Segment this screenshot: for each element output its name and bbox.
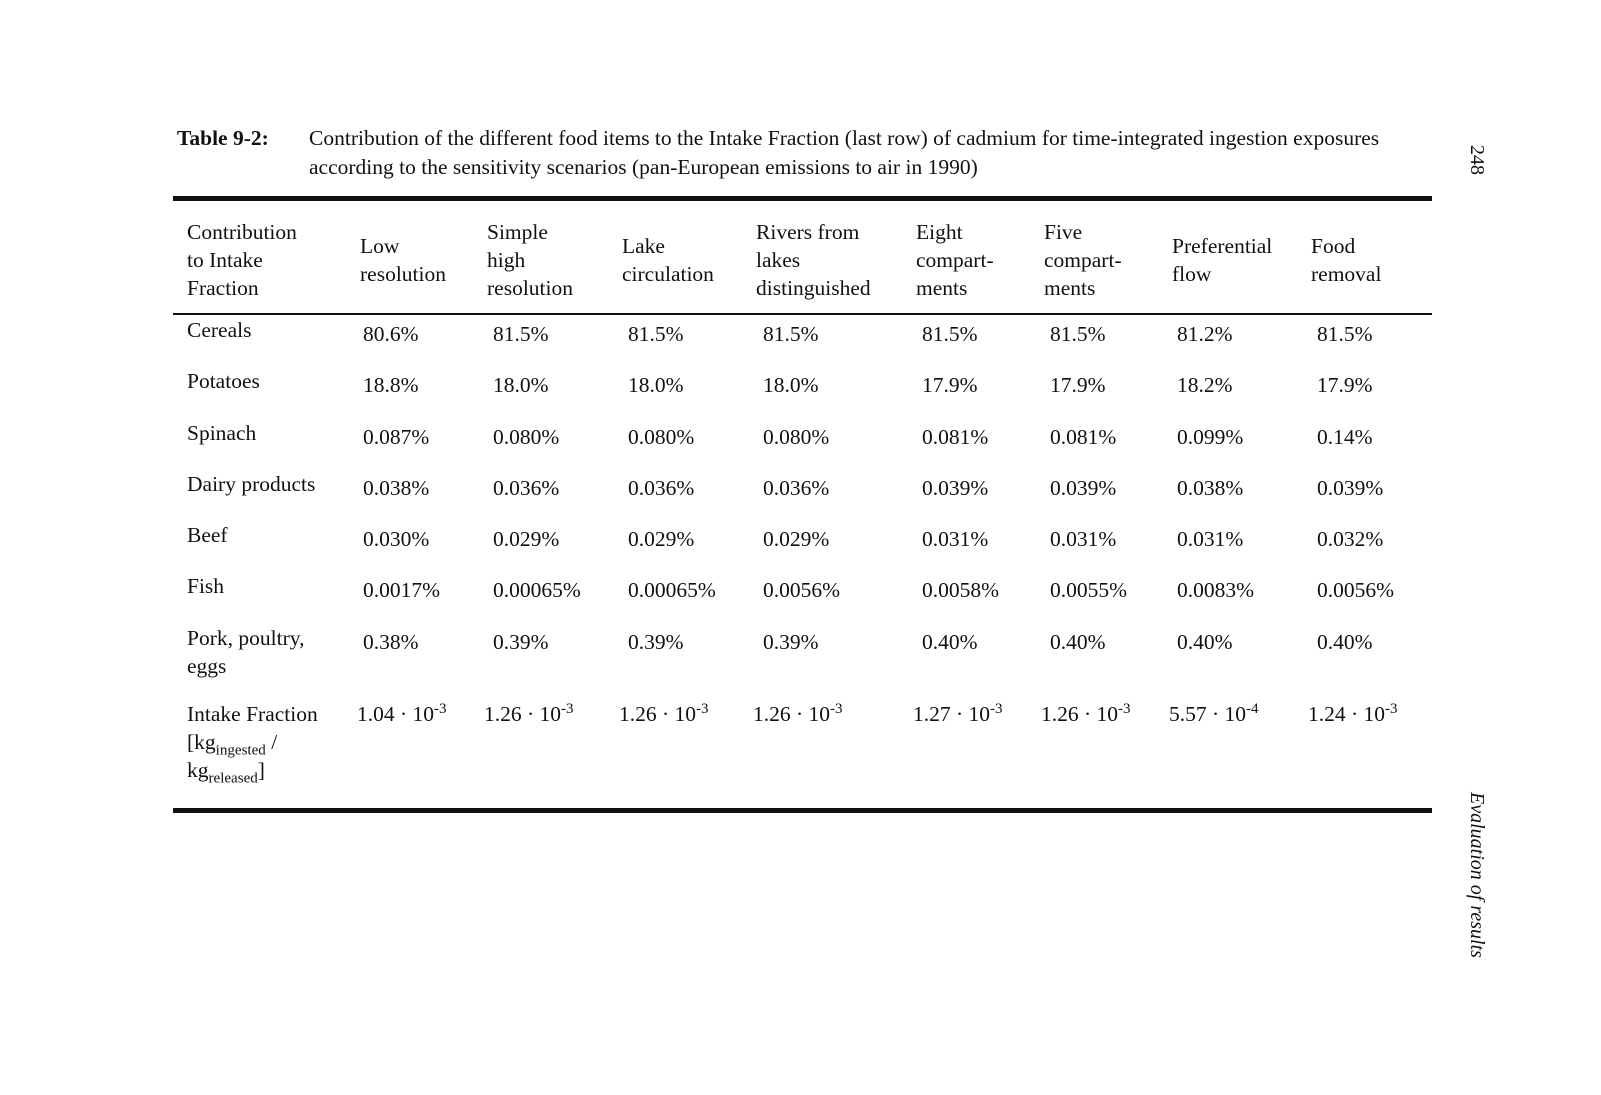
table-cell: 0.099%	[1177, 425, 1244, 449]
mantissa: 1.27	[913, 702, 956, 726]
table-cell: 0.39%	[763, 630, 819, 654]
table-cell: 0.00065%	[628, 578, 716, 602]
column-header-line: compart-	[916, 248, 994, 272]
column-header	[360, 206, 446, 314]
column-header-line: compart-	[1044, 248, 1122, 272]
table-cell: 0.0017%	[363, 578, 441, 602]
table-cell: 0.030%	[363, 527, 430, 551]
base: · 10	[1084, 702, 1119, 726]
table-cell: 0.039%	[1317, 476, 1384, 500]
column-header-line: Fraction	[187, 276, 259, 300]
column-header	[622, 206, 714, 314]
column-header-line: Food	[1311, 234, 1356, 258]
table-cell: 17.9%	[922, 373, 978, 397]
row-label-line: Pork, poultry,	[187, 626, 305, 650]
row-label-line: Spinach	[187, 421, 257, 445]
table-caption-text: Contribution of the different food items to the Intake Fraction (last row) of cadmium for time-integrated ingestion exposures according to the sensitivity scenarios (pan-European emissions to air in 1990)	[309, 126, 1380, 179]
column-header	[916, 206, 994, 314]
table-cell: 81.2%	[1177, 322, 1233, 346]
table-caption-label: Table 9-2:	[177, 126, 269, 150]
column-header-line: ments	[916, 276, 968, 300]
intake-fraction-value	[753, 700, 843, 728]
column-header	[1311, 206, 1381, 314]
table-cell: 0.080%	[763, 425, 830, 449]
column-header-line: Simple	[487, 220, 548, 244]
unit-subscript: released	[208, 770, 258, 787]
exponent: -3	[561, 700, 574, 717]
table-cell: 0.39%	[628, 630, 684, 654]
exponent: -3	[1385, 700, 1398, 717]
base: · 10	[796, 702, 831, 726]
intake-fraction-label-unit-line	[187, 756, 318, 787]
unit-text: ]	[257, 758, 265, 782]
row-label-line: Dairy products	[187, 472, 316, 496]
table-cell: 0.40%	[1050, 630, 1106, 654]
table-cell: 0.0056%	[1317, 578, 1395, 602]
table-bottom-rule	[173, 808, 1432, 813]
table-cell: 81.5%	[1317, 322, 1373, 346]
intake-fraction-value	[1308, 700, 1398, 728]
column-header	[1172, 206, 1272, 314]
mantissa: 5.57	[1169, 702, 1212, 726]
table-cell: 0.40%	[1317, 630, 1373, 654]
table-cell: 0.029%	[628, 527, 695, 551]
column-header-line: resolution	[487, 276, 573, 300]
column-header-line: flow	[1172, 262, 1212, 286]
table-cell: 0.38%	[363, 630, 419, 654]
column-header-line: removal	[1311, 262, 1382, 286]
column-header	[1044, 206, 1122, 314]
base: · 10	[1212, 702, 1247, 726]
table-cell: 17.9%	[1050, 373, 1106, 397]
column-header-line: lakes	[756, 248, 801, 272]
base: · 10	[527, 702, 562, 726]
column-header-line: Eight	[916, 220, 963, 244]
column-header-line: Preferential	[1172, 234, 1273, 258]
table-cell: 0.087%	[363, 425, 430, 449]
table-cell: 18.0%	[763, 373, 819, 397]
unit-text: /	[265, 730, 278, 754]
mantissa: 1.26	[1041, 702, 1084, 726]
table-cell: 0.031%	[1177, 527, 1244, 551]
column-header	[756, 206, 871, 314]
table-cell: 0.39%	[493, 630, 549, 654]
mantissa: 1.24	[1308, 702, 1351, 726]
table-cell: 81.5%	[763, 322, 819, 346]
table-cell: 0.081%	[922, 425, 989, 449]
unit-text: [kg	[187, 730, 216, 754]
table-cell: 0.036%	[628, 476, 695, 500]
intake-fraction-label-line: Intake Fraction	[187, 702, 318, 726]
exponent: -3	[696, 700, 709, 717]
intake-fraction-value	[1169, 700, 1259, 728]
table-cell: 0.029%	[763, 527, 830, 551]
column-header-line: Lake	[622, 234, 665, 258]
table-cell: 0.036%	[763, 476, 830, 500]
table-cell: 0.0083%	[1177, 578, 1255, 602]
row-label-line: Fish	[187, 574, 225, 598]
table-cell: 0.0055%	[1050, 578, 1128, 602]
table-cell: 0.0058%	[922, 578, 1000, 602]
exponent: -3	[830, 700, 843, 717]
column-header-line: Rivers from	[756, 220, 860, 244]
table-cell: 0.40%	[922, 630, 978, 654]
page-number: 248	[1466, 145, 1488, 175]
column-header-line: Low	[360, 234, 400, 258]
table-cell: 0.032%	[1317, 527, 1384, 551]
table-cell: 18.0%	[493, 373, 549, 397]
table-cell: 0.14%	[1317, 425, 1373, 449]
table-cell: 81.5%	[628, 322, 684, 346]
table-cell: 0.0056%	[763, 578, 841, 602]
column-header-line: resolution	[360, 262, 446, 286]
table-cell: 81.5%	[922, 322, 978, 346]
intake-fraction-value	[357, 700, 447, 728]
exponent: -4	[1246, 700, 1259, 717]
table-cell: 0.031%	[1050, 527, 1117, 551]
mantissa: 1.26	[619, 702, 662, 726]
column-header-line: Contribution	[187, 220, 297, 244]
column-header-line: distinguished	[756, 276, 871, 300]
row-label-line: Cereals	[187, 318, 252, 342]
table-cell: 0.031%	[922, 527, 989, 551]
table-cell: 0.038%	[363, 476, 430, 500]
row-label-line: Beef	[187, 523, 228, 547]
table-cell: 0.039%	[922, 476, 989, 500]
table-top-rule	[173, 196, 1432, 201]
row-label	[187, 470, 315, 498]
table-cell: 17.9%	[1317, 373, 1373, 397]
table-cell: 81.5%	[1050, 322, 1106, 346]
exponent: -3	[1118, 700, 1131, 717]
column-header-line: Five	[1044, 220, 1083, 244]
table-cell: 0.00065%	[493, 578, 581, 602]
table-cell: 0.039%	[1050, 476, 1117, 500]
table-cell: 80.6%	[363, 322, 419, 346]
exponent: -3	[990, 700, 1003, 717]
column-header	[187, 206, 297, 314]
table-cell: 0.036%	[493, 476, 560, 500]
table-cell: 0.029%	[493, 527, 560, 551]
table-cell: 18.8%	[363, 373, 419, 397]
table-cell: 18.2%	[1177, 373, 1233, 397]
table-cell: 0.40%	[1177, 630, 1233, 654]
unit-subscript: ingested	[215, 742, 266, 759]
table-cell: 0.081%	[1050, 425, 1117, 449]
base: · 10	[400, 702, 435, 726]
row-label	[187, 316, 251, 344]
table-cell: 0.038%	[1177, 476, 1244, 500]
mantissa: 1.26	[753, 702, 796, 726]
running-head: Evaluation of results	[1466, 792, 1488, 958]
column-header-line: circulation	[622, 262, 714, 286]
mantissa: 1.26	[484, 702, 527, 726]
row-label	[187, 521, 228, 549]
base: · 10	[1351, 702, 1386, 726]
row-label	[187, 624, 304, 680]
row-label-line: Potatoes	[187, 369, 260, 393]
intake-fraction-value	[619, 700, 709, 728]
mantissa: 1.04	[357, 702, 400, 726]
base: · 10	[956, 702, 991, 726]
row-label-line: eggs	[187, 654, 227, 678]
intake-fraction-label	[187, 700, 318, 787]
table-caption	[177, 124, 1437, 182]
table-cell: 81.5%	[493, 322, 549, 346]
table-cell: 0.080%	[628, 425, 695, 449]
intake-fraction-value	[913, 700, 1003, 728]
table-cell: 0.080%	[493, 425, 560, 449]
column-header-line: high	[487, 248, 526, 272]
intake-fraction-value	[484, 700, 574, 728]
unit-text: kg	[187, 758, 209, 782]
exponent: -3	[434, 700, 447, 717]
table-cell: 18.0%	[628, 373, 684, 397]
column-header	[487, 206, 573, 314]
base: · 10	[662, 702, 697, 726]
row-label	[187, 367, 260, 395]
row-label	[187, 572, 224, 600]
column-header-line: ments	[1044, 276, 1096, 300]
column-header-line: to Intake	[187, 248, 263, 272]
intake-fraction-label-unit-line	[187, 728, 318, 759]
row-label	[187, 419, 256, 447]
intake-fraction-value	[1041, 700, 1131, 728]
